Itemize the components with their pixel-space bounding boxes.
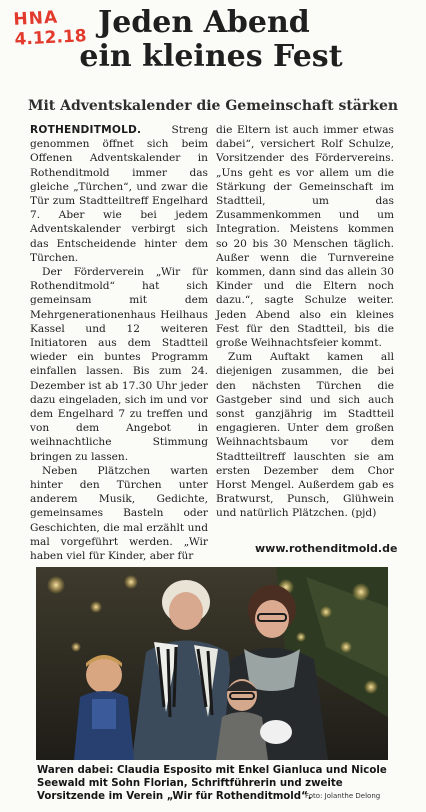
headline	[0, 6, 426, 74]
website-link: www.rothenditmold.de	[255, 542, 398, 555]
dateline: ROTHENDITMOLD.	[30, 124, 142, 136]
headline-line-2: ein kleines Fest	[79, 39, 343, 74]
article-column-1	[30, 123, 208, 563]
article-paragraph: Neben Plätzchen warten hinter den Türchen unter anderem Musik, Gedichte, gemeinsames Basteln oder Geschichten, die mal erzählt und mal vorgeführt werden. „Wir haben viel für Kinder, aber für	[30, 464, 208, 563]
photo-caption: Waren dabei: Claudia Esposito mit Enkel Gianluca und Nicole Seewald mit Sohn Florian, Schriftführerin und zweite Vorsitzende im Verein „Wir für Rothenditmold“.	[37, 765, 387, 802]
article-paragraph: Zum Auftakt kamen all diejenigen zusammen, die bei den nächsten Türchen die Gastgeber sind und sich auch sonst ganzjährig im Stadtteil engagieren. Unter dem großen Weihnachtsbaum vor dem Stadtteiltreff lauschten sie am ersten Dezember dem Chor Horst Mengel. Außerdem gab es Bratwurst, Punsch, Glühwein und natürlich Plätzchen. (pjd)	[216, 351, 394, 520]
stamp-line-1: HNA	[13, 7, 59, 30]
photo-illustration	[36, 567, 388, 760]
paragraph-text: Streng genommen öffnet sich beim Offenen Adventskalender in Rothenditmold immer das gleiche „Türchen“, und zwar die Tür zum Stadtteiltreff Engelhard 7. Aber wie bei jedem Adventskalender verbirgt sich das Entscheidende hinter dem Türchen.	[30, 124, 208, 264]
stamp-line-2: 4.12.18	[14, 26, 88, 50]
headline-line-1: Jeden Abend	[98, 5, 310, 40]
article-photo	[36, 567, 388, 760]
article-paragraph	[30, 123, 208, 265]
article-paragraph: Der Förderverein „Wir für Rothenditmold“ hat sich gemeinsam mit dem Mehrgenerationenhaus Heilhaus Kassel und 12 weiteren Initiatoren aus dem Stadtteil wieder ein buntes Programm einfallen lassen. Bis zum 24. Dezember ist ab 17.30 Uhr jeder dazu eingeladen, sich im und vor dem Engelhard 7 zu treffen und von dem Angebot in weihnachtliche Stimmung bringen zu lassen.	[30, 266, 208, 463]
article-paragraph: die Eltern ist auch immer etwas dabei“, versichert Rolf Schulze, Vorsitzender des Fördervereins. „Uns geht es vor allem um die Stärkung der Gemeinschaft im Stadtteil, um das Zusammenkommen und um Integration. Meistens kommen so 20 bis 30 Menschen täglich. Außer wenn die Turnvereine kommen, dann sind das allein 30 Kinder und die Eltern noch dazu.“, sagte Schulze weiter. Jeden Abend also ein kleines Fest für den Stadtteil, bis die große Weihnachtsfeier kommt.	[216, 124, 394, 350]
article-column-2	[216, 123, 394, 521]
photo-credit: Foto: Jolanthe Delong	[305, 792, 381, 800]
subheadline: Mit Adventskalender die Gemeinschaft stärken	[27, 98, 399, 114]
